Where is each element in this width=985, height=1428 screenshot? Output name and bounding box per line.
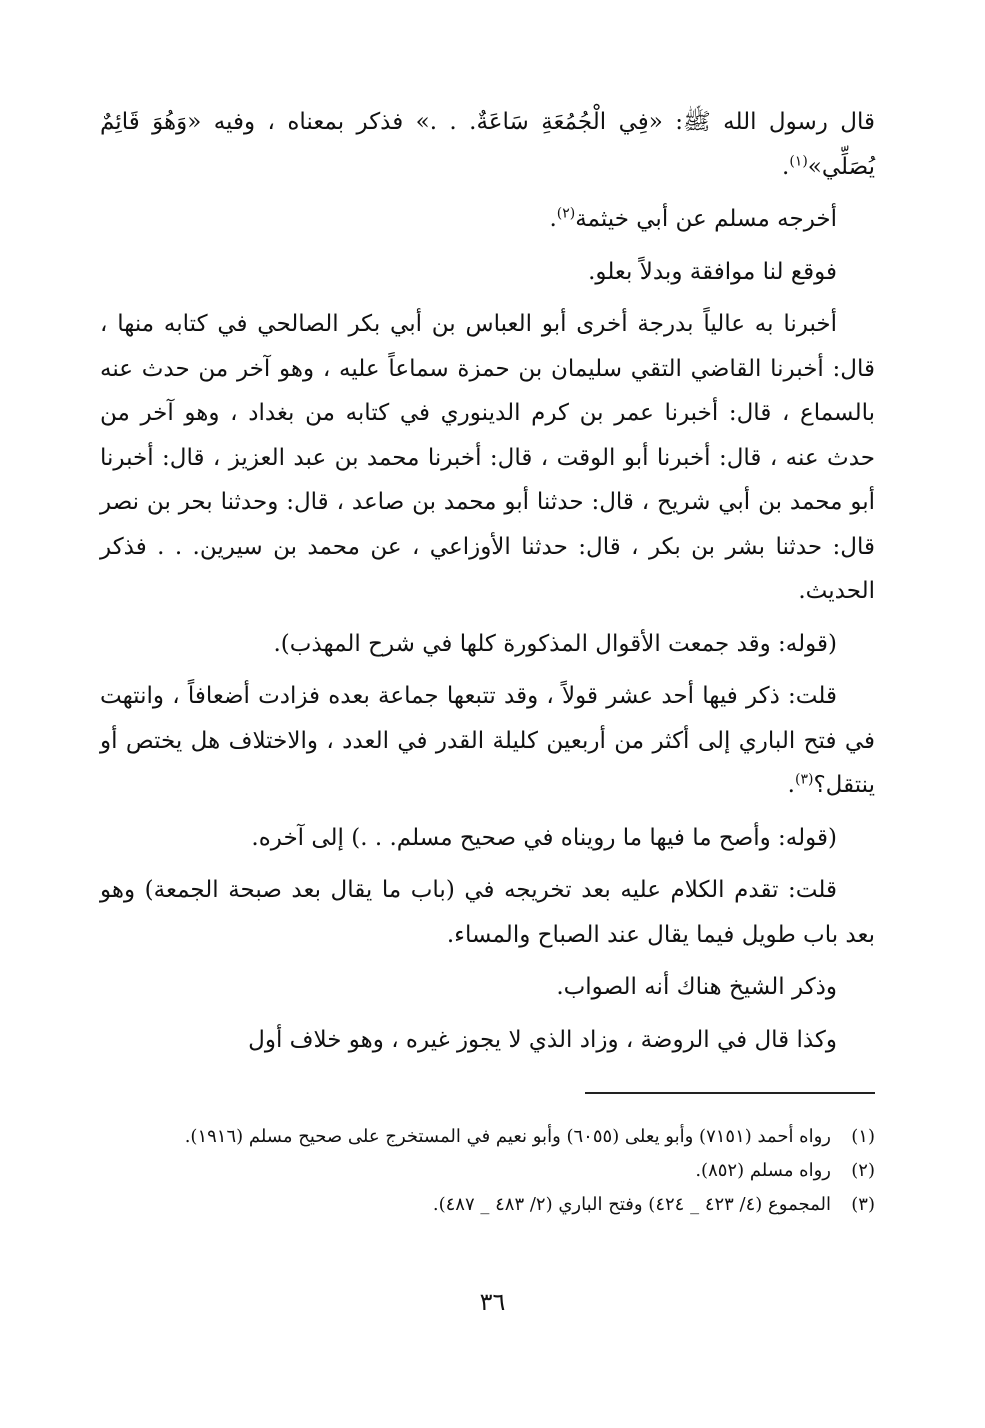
paragraph-1-tail: . — [782, 153, 790, 180]
paragraph-8 — [100, 868, 875, 957]
paragraph-10 — [100, 1018, 875, 1063]
paragraph-2-tail: . — [549, 206, 557, 232]
paragraph-7 — [100, 816, 875, 861]
paragraph-6-tail: . — [787, 772, 795, 798]
paragraph-6-text: قلت: ذكر فيها أحد عشر قولاً ، وقد تتبعها جماعة بعده فزادت أضعافاً ، وانتهت في فتح الباري إلى أكثر من أربعين كليلة القدر في العدد ، والاختلاف هل يختص أو ينتقل؟ — [100, 683, 875, 798]
paragraph-9 — [100, 965, 875, 1010]
paragraph-8-text: قلت: تقدم الكلام عليه بعد تخريجه في (باب ما يقال بعد صبحة الجمعة) وهو بعد باب طويل فيما يقال عند الصباح والمساء. — [100, 877, 875, 948]
note-ref-3: (٣) — [794, 771, 814, 788]
footnote-3 — [100, 1188, 875, 1222]
paragraph-7-text: (قوله: وأصح ما فيها ما رويناه في صحيح مسلم. . .) إلى آخره. — [251, 824, 837, 851]
paragraph-5-text: (قوله: وقد جمعت الأقوال المذكورة كلها في شرح المهذب). — [273, 630, 837, 657]
paragraph-9-text: وذكر الشيخ هناك أنه الصواب. — [556, 974, 837, 1000]
footnote-2-number: (٢) — [851, 1160, 875, 1181]
note-ref-1: (١) — [789, 152, 808, 169]
footnote-1-text: رواه أحمد (٧١٥١) وأبو يعلى (٦٠٥٥) وأبو نعيم في المستخرج على صحيح مسلم (١٩١٦). — [184, 1126, 831, 1147]
page-number: ٣٦ — [479, 1288, 506, 1316]
footnote-2 — [100, 1154, 875, 1188]
footnote-2-text: رواه مسلم (٨٥٢). — [695, 1160, 831, 1181]
footnotes — [100, 1120, 875, 1222]
footnote-divider — [585, 1092, 875, 1094]
paragraph-10-text: وكذا قال في الروضة ، وزاد الذي لا يجوز غيره ، وهو خلاف أول — [248, 1026, 837, 1053]
paragraph-3-text: فوقع لنا موافقة وبدلاً بعلو. — [588, 258, 837, 285]
footnote-3-text: المجموع (٤/ ٤٢٣ _ ٤٢٤) وفتح الباري (٢/ ٤٨٣ _ ٤٨٧). — [432, 1194, 831, 1215]
paragraph-1-text: قال رسول الله ﷺ: «فِي الْجُمُعَةِ سَاعَةٌ. . .» فذكر بمعناه ، وفيه «وَهُوَ قَائِمٌ يُصَلِّي» — [100, 109, 875, 180]
paragraph-2 — [100, 197, 875, 242]
main-text — [100, 100, 875, 1070]
footnote-1 — [100, 1120, 875, 1154]
paragraph-6 — [100, 674, 875, 808]
paragraph-1 — [100, 100, 875, 189]
note-ref-2: (٢) — [556, 205, 576, 222]
paragraph-3 — [100, 250, 875, 295]
paragraph-4 — [100, 302, 875, 614]
footnote-1-number: (١) — [851, 1126, 875, 1147]
paragraph-5 — [100, 622, 875, 667]
paragraph-2-text: أخرجه مسلم عن أبي خيثمة — [575, 206, 837, 232]
paragraph-4-text: أخبرنا به عالياً بدرجة أخرى أبو العباس بن أبي بكر الصالحي في كتابه منها ، قال: أخبرنا القاضي التقي سليمان بن حمزة سماعاً عليه ، وهو آخر من حدث عنه بالسماع ، قال: أخبرنا عمر بن كرم الدينوري في كتابه من بغداد ، وهو آخر من حدث عنه ، قال: أخبرنا أبو الوقت ، قال: أخبرنا محمد بن عبد العزيز ، قال: أخبرنا أبو محمد بن أبي شريح ، قال: حدثنا أبو محمد بن صاعد ، قال: وحدثنا بحر بن نصر قال: حدثنا بشر بن بكر ، قال: حدثنا الأوزاعي ، عن محمد بن سيرين. . . فذكر الحديث. — [100, 311, 875, 604]
footnote-3-number: (٣) — [851, 1194, 875, 1215]
